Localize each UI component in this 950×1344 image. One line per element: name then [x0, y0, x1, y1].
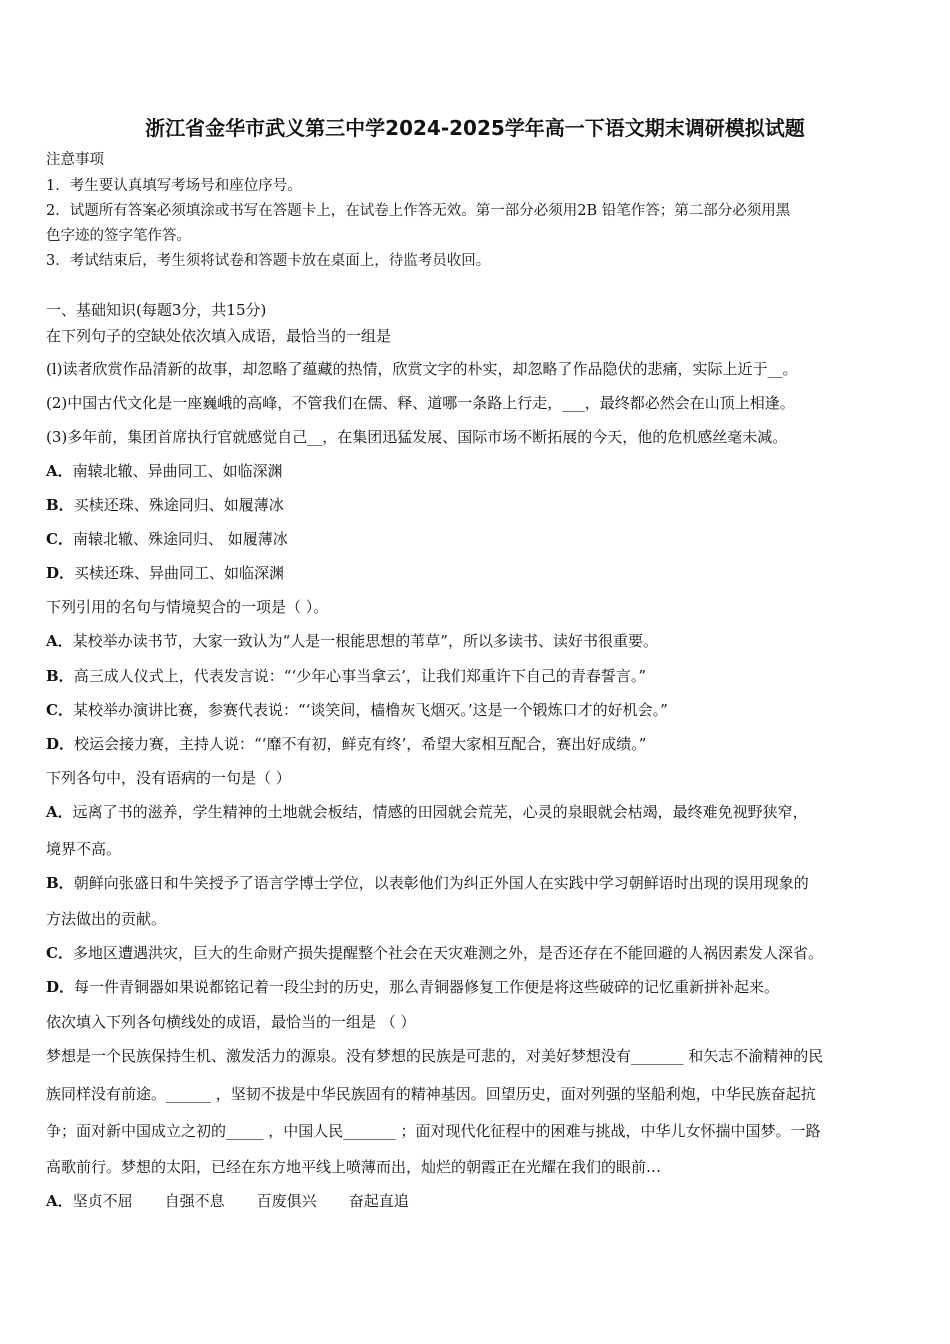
notice-item: 1．考生要认真填写考场号和座位序号。 [46, 178, 302, 194]
passage-line: 梦想是一个民族保持生机、激发活力的源泉。没有梦想的民族是可悲的，对美好梦想没有_______ 和矢志不渝精神的民 [46, 1047, 824, 1065]
option-label: D． [46, 978, 75, 996]
option-text: 每一件青铜器如果说都铭记着一段尘封的历史，那么青铜器修复工作便是将这些破碎的记忆重新拼补起来。 [74, 978, 780, 996]
option-text: 买椟还珠、异曲同工、如临深渊 [74, 564, 285, 582]
option-d [46, 734, 908, 754]
option-text: 买椟还珠、殊途同归、如履薄冰 [73, 496, 284, 514]
option-text: 南辕北辙、殊途同归、 如履薄冰 [72, 530, 288, 548]
option-text: 某校举办读书节，大家一致认为“人是一根能思想的苇草”，所以多读书、读好书很重要。 [72, 632, 658, 650]
option-word: 自强不息 [164, 1192, 225, 1210]
option-b [46, 873, 908, 893]
question-sentence: (l)读者欣赏作品清新的故事，却忽略了蕴藏的热情，欣赏文字的朴实，却忽略了作品隐伏的悲痛，实际上近于__。 [46, 360, 798, 378]
question-stem: 在下列句子的空缺处依次填入成语，最恰当的一组是 [46, 327, 392, 345]
option-label: B． [46, 667, 74, 685]
option-label: C． [46, 530, 73, 548]
option-a [46, 631, 908, 651]
option-label: A． [46, 462, 73, 480]
option-label: A． [46, 632, 73, 650]
passage-line: 高歌前行。梦想的太阳，已经在东方地平线上喷薄而出，灿烂的朝霞正在光耀在我们的眼前… [46, 1158, 662, 1176]
option-b [46, 666, 908, 686]
option-a [46, 802, 908, 822]
passage-line: 争；面对新中国成立之初的_____ ，中国人民_______ ；面对现代化征程中的困难与挑战，中华儿女怀揣中国梦。一路 [46, 1122, 821, 1140]
option-label: C． [46, 701, 73, 719]
option-c [46, 700, 908, 720]
question-sentence: (2)中国古代文化是一座巍峨的高峰，不管我们在儒、释、道哪一条路上行走，___，最终都必然会在山顶上相逢。 [46, 394, 795, 412]
notice-heading: 注意事项 [46, 152, 104, 168]
option-b [46, 495, 908, 515]
option-continuation: 境界不高。 [46, 840, 122, 858]
option-label: B． [46, 496, 74, 514]
option-word: 奋起直追 [348, 1192, 409, 1210]
option-d [46, 977, 908, 997]
option-word: 百废俱兴 [256, 1192, 317, 1210]
option-label: D． [46, 735, 75, 753]
option-text: 多地区遭遇洪灾，巨大的生命财产损失提醒整个社会在天灾难测之外，是否还存在不能回避的人祸因素发人深省。 [72, 944, 823, 962]
option-c [46, 943, 908, 963]
question-stem: 下列引用的名句与情境契合的一项是（ ）。 [46, 598, 329, 616]
option-text: 南辕北辙、异曲同工、如临深渊 [72, 462, 283, 480]
option-text: 某校举办演讲比赛，参赛代表说：“‘谈笑间，樯橹灰飞烟灭。’这是一个锻炼口才的好机会。” [72, 701, 668, 719]
option-a [46, 1191, 908, 1211]
section-heading: 一、基础知识(每题3分，共15分) [46, 301, 267, 319]
option-d [46, 563, 908, 583]
option-text: 校运会接力赛，主持人说：“‘靡不有初，鲜克有终’，希望大家相互配合，赛出好成绩。” [74, 735, 647, 753]
option-label: D． [46, 564, 75, 582]
option-label: C． [46, 944, 73, 962]
option-label: A． [46, 803, 73, 821]
page-title: 浙江省金华市武义第三中学2024-2025学年高一下语文期末调研模拟试题 [145, 116, 805, 140]
option-text: 朝鲜向张盛日和牛笑授予了语言学博士学位，以表彰他们为纠正外国人在实践中学习朝鲜语时出现的误用现象的 [73, 874, 809, 892]
option-label: A． [46, 1192, 73, 1210]
question-stem: 依次填入下列各句横线处的成语，最恰当的一组是 （ ） [46, 1013, 416, 1031]
option-word: 坚贞不屈 [72, 1192, 133, 1210]
option-continuation: 方法做出的贡献。 [46, 910, 167, 928]
question-stem: 下列各句中，没有语病的一句是（ ） [46, 769, 291, 787]
notice-item: 2．试题所有答案必须填涂或书写在答题卡上，在试卷上作答无效。第一部分必须用2B 铅笔作答；第二部分必须用黑 [46, 203, 791, 219]
question-sentence: (3)多年前，集团首席执行官就感觉自己__，在集团迅猛发展、国际市场不断拓展的今天，他的危机感丝毫未减。 [46, 428, 788, 446]
option-label: B． [46, 874, 74, 892]
option-a [46, 461, 908, 481]
notice-item: 色字迹的签字笔作答。 [46, 228, 191, 244]
option-text: 远离了书的滋养，学生精神的土地就会板结，情感的田园就会荒芜，心灵的泉眼就会枯竭，最终难免视野狭窄， [72, 803, 808, 821]
option-text: 高三成人仪式上，代表发言说：“‘少年心事当拿云’，让我们郑重许下自己的青春誓言。” [73, 667, 647, 685]
passage-line: 族同样没有前途。______ ，坚韧不拔是中华民族固有的精神基因。回望历史，面对列强的坚船利炮，中华民族奋起抗 [46, 1085, 816, 1103]
notice-item: 3．考试结束后，考生须将试卷和答题卡放在桌面上，待监考员收回。 [46, 253, 491, 269]
option-c [46, 529, 908, 549]
